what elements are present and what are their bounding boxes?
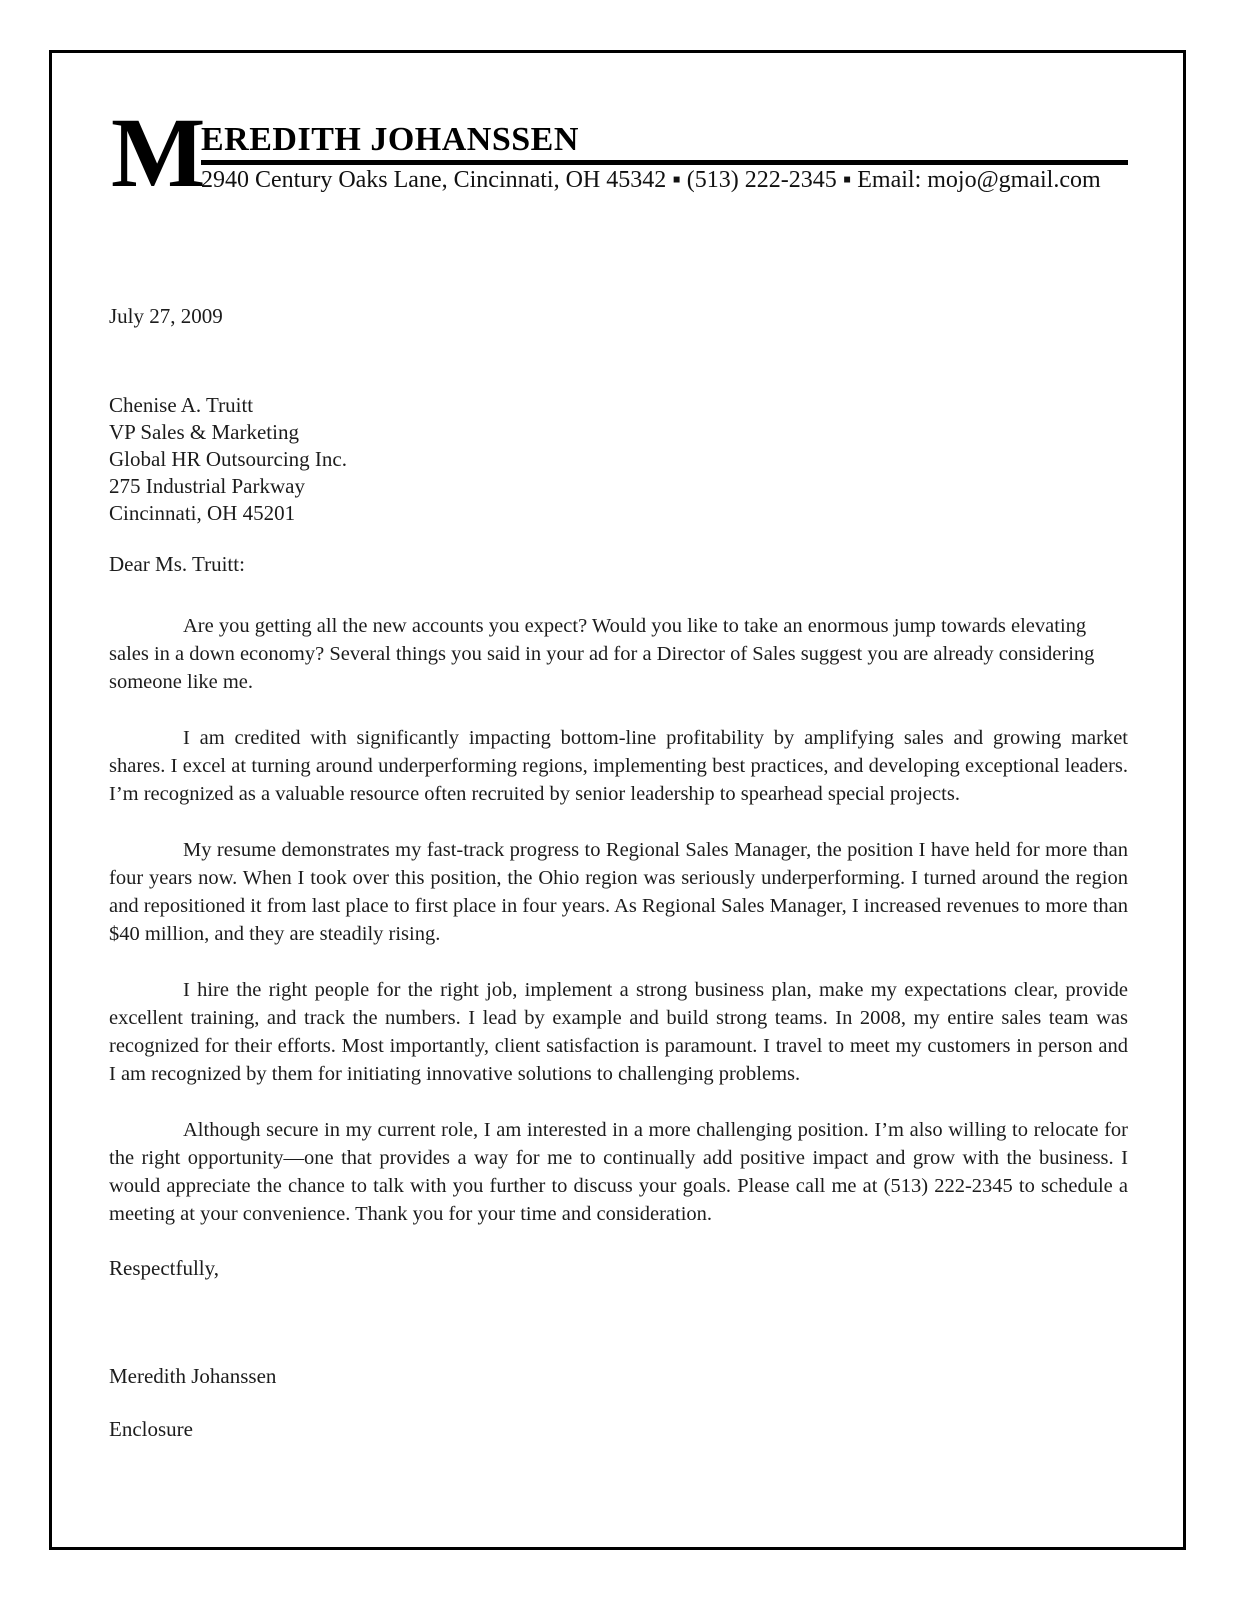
- letter-page: [49, 50, 1186, 1550]
- recipient-company: Global HR Outsourcing Inc.: [109, 447, 347, 471]
- letterhead-name: EREDITH JOHANSSEN: [201, 121, 579, 158]
- recipient-name: Chenise A. Truitt: [109, 393, 254, 417]
- body-paragraph: I am credited with significantly impacting bottom-line profitability by amplifying sales and growing market shares. I excel at turning around underperforming regions, implementing best practices, and developing exceptional leaders. I’m recognized as a valuable resource often recruited by senior leadership to spearhead special projects.: [109, 727, 1128, 805]
- letterhead-contact-line: 2940 Century Oaks Lane, Cincinnati, OH 45342 ▪ (513) 222-2345 ▪ Email: mojo@gmail.com: [201, 167, 1101, 193]
- body-paragraph: Although secure in my current role, I am interested in a more challenging position. I’m also willing to relocate for the right opportunity—one that provides a way for me to continually add positive impact and grow with the business. I would appreciate the chance to talk with you further to discuss your goals. Please call me at (513) 222-2345 to schedule a meeting at your convenience. Thank you for your time and consideration.: [109, 1119, 1128, 1225]
- date-line: July 27, 2009: [109, 304, 223, 328]
- monogram-dropcap: M: [111, 97, 206, 208]
- recipient-street: 275 Industrial Parkway: [109, 474, 305, 498]
- letter-body: [109, 612, 1128, 1228]
- letter-content: [52, 97, 1183, 1443]
- recipient-address-block: [109, 392, 1128, 527]
- enclosure-note: Enclosure: [109, 1417, 193, 1441]
- letterhead-right: [201, 121, 1128, 194]
- recipient-title: VP Sales & Marketing: [109, 420, 299, 444]
- salutation: Dear Ms. Truitt:: [109, 552, 245, 576]
- body-paragraph: Are you getting all the new accounts you expect? Would you like to take an enormous jump towards elevating sales in a down economy? Several things you said in your ad for a Director of Sales suggest you are already considering someone like me.: [109, 615, 1095, 693]
- recipient-city: Cincinnati, OH 45201: [109, 501, 296, 525]
- signature-name: Meredith Johanssen: [109, 1364, 277, 1388]
- body-paragraph: My resume demonstrates my fast-track progress to Regional Sales Manager, the position I have held for more than four years now. When I took over this position, the Ohio region was seriously underperforming. I turned around the region and repositioned it from last place to first place in four years. As Regional Sales Manager, I increased revenues to more than $40 million, and they are steadily rising.: [109, 839, 1128, 945]
- letterhead-divider: [201, 160, 1128, 165]
- letterhead: [109, 97, 1128, 208]
- closing: Respectfully,: [109, 1256, 220, 1280]
- body-paragraph: I hire the right people for the right job, implement a strong business plan, make my expectations clear, provide excellent training, and track the numbers. I lead by example and build strong teams. In 2008, my entire sales team was recognized for their efforts. Most importantly, client satisfaction is paramount. I travel to meet my customers in person and I am recognized by them for initiating innovative solutions to challenging problems.: [109, 979, 1128, 1085]
